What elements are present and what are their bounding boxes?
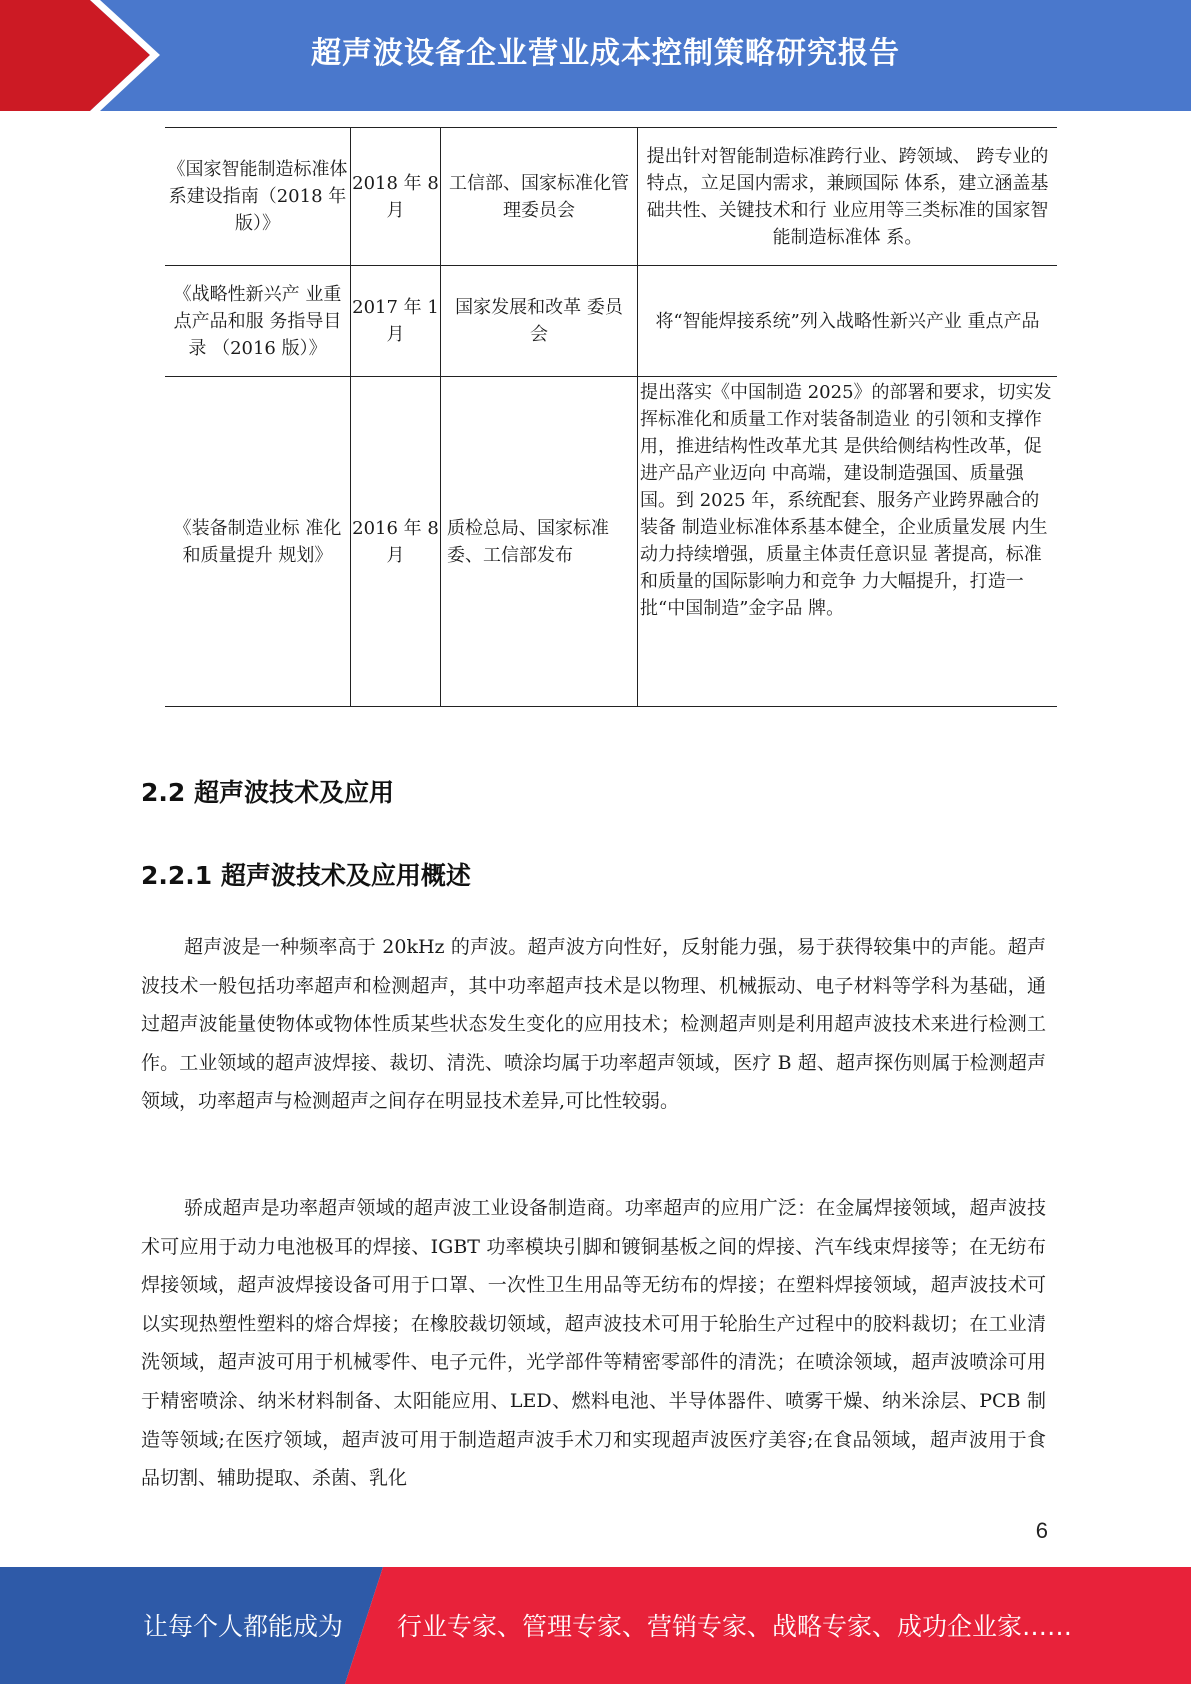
policy-content: 将“智能焊接系统”列入战略性新兴产业 重点产品	[638, 266, 1058, 377]
table-row	[165, 128, 1057, 266]
report-title: 超声波设备企业营业成本控制策略研究报告	[311, 36, 900, 71]
table-row	[165, 266, 1057, 377]
policy-issuer: 国家发展和改革 委员会	[441, 266, 638, 377]
policy-document-name: 《国家智能制造标准体系建设指南（2018 年版）》	[165, 128, 351, 266]
policy-table	[165, 127, 1057, 707]
body-paragraph: 骄成超声是功率超声领域的超声波工业设备制造商。功率超声的应用广泛：在金属焊接领域，超声波技术可应用于动力电池极耳的焊接、IGBT 功率模块引脚和镀铜基板之间的焊接、汽车线束焊接等；在无纺布焊接领域，超声波焊接设备可用于口罩、一次性卫生用品等无纺布的焊接；在塑料焊接领域，超声波技术可以实现热塑性塑料的熔合焊接；在橡胶裁切领域，超声波技术可用于轮胎生产过程中的胶料裁切；在工业清洗领域，超声波可用于机械零件、电子元件，光学部件等精密零部件的清洗；在喷涂领域，超声波喷涂可用于精密喷涂、纳米材料制备、太阳能应用、LED、燃料电池、半导体器件、喷雾干燥、纳米涂层、PCB 制造等领域;在医疗领域，超声波可用于制造超声波手术刀和实现超声波医疗美容;在食品领域，超声波用于食品切割、辅助提取、杀菌、乳化	[141, 1197, 1046, 1490]
subsection-heading: 2.2.1 超声波技术及应用概述	[141, 861, 471, 890]
policy-date: 2017 年 1 月	[351, 266, 441, 377]
policy-issuer: 质检总局、国家标准委、工信部发布	[441, 377, 638, 707]
policy-issuer: 工信部、国家标准化管理委员会	[441, 128, 638, 266]
policy-document-name: 《战略性新兴产 业重点产品和服 务指导目录 （2016 版）》	[165, 266, 351, 377]
table-row	[165, 377, 1057, 707]
footer-slogan-right: 行业专家、管理专家、营销专家、战略专家、成功企业家……	[397, 1612, 1073, 1641]
policy-date: 2016 年 8 月	[351, 377, 441, 707]
page-footer	[0, 1567, 1191, 1684]
policy-date: 2018 年 8 月	[351, 128, 441, 266]
page-number: 6	[1035, 1518, 1048, 1543]
policy-content: 提出落实《中国制造 2025》的部署和要求，切实发挥标准化和质量工作对装备制造业 的引领和支撑作用，推进结构性改革尤其 是供给侧结构性改革，促进产品产业迈向 中高端，建设制造强国、质量强国。到 2025 年，系统配套、服务产业跨界融合的装备 制造业标准体系基本健全，企业质量发展 内生动力持续增强，质量主体责任意识显 著提高，标准和质量的国际影响力和竞争 力大幅提升，打造一批“中国制造”金字品 牌。	[638, 377, 1058, 707]
report-header	[0, 0, 1191, 111]
section-heading: 2.2 超声波技术及应用	[141, 778, 394, 807]
policy-document-name: 《装备制造业标 准化和质量提升 规划》	[165, 377, 351, 707]
policy-content: 提出针对智能制造标准跨行业、跨领域、 跨专业的特点，立足国内需求，兼顾国际 体系，建立涵盖基础共性、关键技术和行 业应用等三类标准的国家智能制造标准体 系。	[638, 128, 1058, 266]
footer-slogan-left: 让每个人都能成为	[143, 1612, 344, 1641]
body-paragraph: 超声波是一种频率高于 20kHz 的声波。超声波方向性好，反射能力强，易于获得较集中的声能。超声波技术一般包括功率超声和检测超声，其中功率超声技术是以物理、机械振动、电子材料等学科为基础，通过超声波能量使物体或物体性质某些状态发生变化的应用技术；检测超声则是利用超声波技术来进行检测工作。工业领域的超声波焊接、裁切、清洗、喷涂均属于功率超声领域，医疗 B 超、超声探伤则属于检测超声领域，功率超声与检测超声之间存在明显技术差异,可比性较弱。	[141, 936, 1046, 1113]
